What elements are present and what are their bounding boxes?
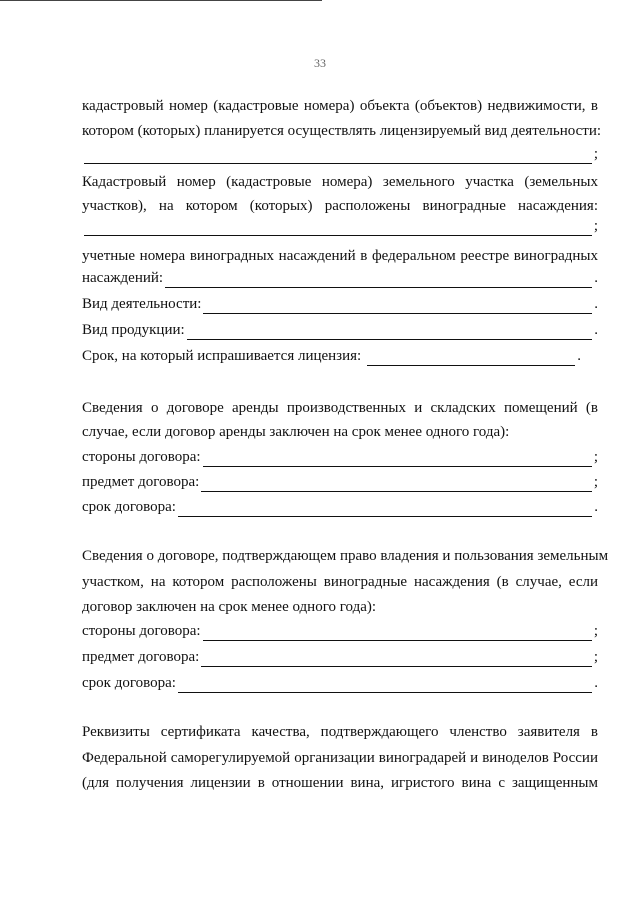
land-parties-field[interactable] [82, 621, 598, 641]
field-end-punct: ; [593, 449, 598, 465]
field-end-punct: ; [593, 474, 598, 490]
field-end-punct: . [594, 675, 598, 691]
lease-subject-blank[interactable] [201, 476, 592, 492]
lease-parties-label: стороны договора: [82, 449, 201, 465]
vineyard-registry-field[interactable] [82, 268, 598, 288]
activity-type-label: Вид деятельности: [82, 296, 202, 312]
field-end-punct: ; [593, 146, 598, 162]
field-end-punct: . [594, 499, 598, 515]
land-parties-blank[interactable] [203, 625, 592, 641]
quality-cert-line-1: Реквизиты сертификата качества, подтверждающего членство заявителя в [82, 724, 598, 740]
license-term-label: Срок, на который испрашивается лицензия: [82, 348, 362, 364]
field-end-punct: . [577, 348, 581, 364]
land-term-label: срок договора: [82, 675, 176, 691]
product-type-field[interactable] [82, 320, 598, 340]
field-end-punct: ; [593, 218, 598, 234]
lease-term-blank[interactable] [178, 501, 592, 517]
field-end-punct: . [594, 296, 598, 312]
quality-cert-line-3: (для получения лицензии в отношении вина, игристого вина с защищенным [82, 775, 598, 791]
lease-subject-label: предмет договора: [82, 474, 200, 490]
field-end-punct: ; [593, 623, 598, 639]
page-number: 33 [314, 56, 326, 70]
lease-info-line-2: случае, если договор аренды заключен на срок менее одного года): [82, 424, 510, 440]
lease-parties-blank[interactable] [203, 451, 592, 467]
land-cadastral-line-1: Кадастровый номер (кадастровые номера) земельного участка (земельных [82, 174, 598, 190]
quality-cert-line-2: Федеральной саморегулируемой организации виноградарей и виноделов России [82, 750, 598, 766]
license-term-blank[interactable] [367, 350, 575, 366]
lease-info-line-1: Сведения о договоре аренды производственных и складских помещений (в [82, 400, 598, 416]
land-subject-blank[interactable] [201, 651, 592, 667]
land-contract-line-1: Сведения о договоре, подтверждающем право владения и пользования земельным [82, 548, 609, 564]
land-parties-label: стороны договора: [82, 623, 201, 639]
lease-term-field[interactable] [82, 497, 598, 517]
lease-subject-field[interactable] [82, 472, 598, 492]
activity-type-field[interactable] [82, 294, 598, 314]
land-subject-field[interactable] [82, 647, 598, 667]
cadastral-object-blank[interactable] [84, 148, 592, 164]
land-term-blank[interactable] [178, 677, 592, 693]
field-end-punct: ; [593, 649, 598, 665]
license-term-field[interactable] [82, 346, 598, 366]
land-subject-label: предмет договора: [82, 649, 200, 665]
vineyard-registry-label: насаждений: [82, 270, 164, 286]
land-cadastral-field[interactable] [82, 216, 598, 236]
land-term-field[interactable] [82, 673, 598, 693]
activity-type-blank[interactable] [203, 298, 592, 314]
vineyard-registry-line-1: учетные номера виноградных насаждений в федеральном реестре виноградных [82, 248, 598, 264]
lease-term-label: срок договора: [82, 499, 176, 515]
vineyard-registry-blank[interactable] [165, 272, 592, 288]
land-cadastral-blank[interactable] [84, 220, 592, 236]
land-cadastral-line-2: участков), на котором (которых) расположены виноградные насаждения: [82, 198, 598, 214]
field-end-punct: . [594, 270, 598, 286]
product-type-label: Вид продукции: [82, 322, 185, 338]
land-contract-line-3: договор заключен на срок менее одного года): [82, 599, 377, 615]
land-contract-line-2: участком, на котором расположены виноградные насаждения (в случае, если [82, 574, 598, 590]
product-type-blank[interactable] [187, 324, 593, 340]
top-rule [0, 0, 322, 1]
cadastral-object-line-1: кадастровый номер (кадастровые номера) объекта (объектов) недвижимости, в [82, 98, 598, 114]
cadastral-object-line-2: котором (которых) планируется осуществлять лицензируемый вид деятельности: [82, 123, 602, 139]
lease-parties-field[interactable] [82, 447, 598, 467]
cadastral-object-field[interactable] [82, 144, 598, 164]
field-end-punct: . [594, 322, 598, 338]
